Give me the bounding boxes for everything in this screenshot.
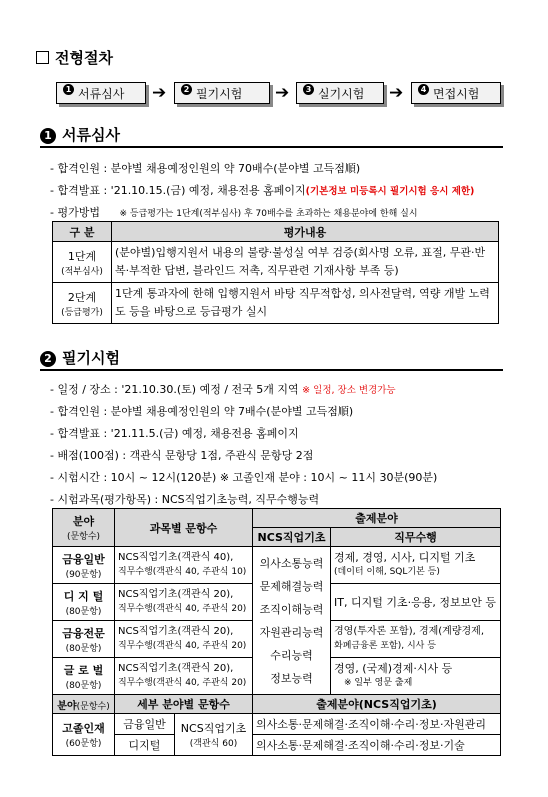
table-header: 평가내용 bbox=[112, 222, 499, 242]
field-name: 금융전문 bbox=[62, 626, 105, 640]
sec1-line-1: - 합격인원 : 분야별 채용예정인원의 약 70배수(분야별 고득점順) bbox=[50, 162, 361, 175]
sec2-line-5: - 시험시간 : 10시 ~ 12시(120분) ※ 고졸인재 분야 : 10시 ~ 11시 30분(90분) bbox=[50, 471, 438, 484]
table-header-field bbox=[53, 695, 115, 714]
step-2 bbox=[174, 82, 270, 104]
table-header-ncs: NCS직업기초 bbox=[253, 528, 331, 547]
step-label: 실기시험 bbox=[318, 87, 365, 101]
field-name: 금융일반 bbox=[62, 552, 105, 566]
number-1-icon: 1 bbox=[63, 84, 74, 95]
count-line-1: NCS직업기초(객관식 40), bbox=[118, 552, 234, 563]
table-cell-content: 1단계 통과자에 한해 입행지원서 바탕 직무적합성, 의사전달력, 역량 개발 노력도 등을 바탕으로 등급평가 실시 bbox=[112, 283, 499, 324]
sec2-line-1-text: - 일정 / 장소 : '21.10.30.(토) 예정 / 전국 5개 지역 bbox=[50, 383, 299, 396]
job-line-2: ※ 일부 영문 출제 bbox=[344, 678, 413, 688]
job-line-1: IT, 디지털 기초·응용, 정보보안 등 bbox=[334, 596, 496, 609]
section-1-heading bbox=[40, 124, 120, 145]
page-title-text: 전형절차 bbox=[55, 49, 113, 67]
sec2-line-3: - 합격발표 : '21.11.5.(금) 예정, 채용전용 홈페이지 bbox=[50, 427, 299, 440]
step-1 bbox=[56, 82, 146, 104]
table-cell-stage bbox=[53, 242, 112, 283]
section-2-heading bbox=[40, 347, 120, 368]
field-count: (90문항) bbox=[65, 569, 102, 580]
job-line-2: (데이터 이해, SQL기본 등) bbox=[334, 567, 440, 577]
header-text: 분야 bbox=[57, 700, 77, 712]
table-header-count: 과목별 문항수 bbox=[115, 509, 253, 547]
table-row bbox=[53, 547, 501, 584]
ncs-item: 조직이해능력 bbox=[259, 602, 324, 616]
sec1-line-2-text: - 합격발표 : '21.10.15.(금) 예정, 채용전용 홈페이지 bbox=[50, 184, 306, 197]
field-name: 고졸인재 bbox=[62, 722, 105, 735]
table-cell-content: (분야별)입행지원서 내용의 불량·불성실 여부 검증(회사명 오류, 표절, 무관·반복·부적한 답변, 블라인드 저촉, 직무관련 기재사항 부족 등) bbox=[112, 242, 499, 283]
ncs-item: 의사소통능력 bbox=[259, 556, 324, 570]
count-line-2: 직무수행(객관식 40, 주관식 20) bbox=[118, 678, 247, 688]
sec1-line-2 bbox=[50, 182, 474, 198]
sec2-line-6: - 시험과목(평가항목) : NCS직업기초능력, 직무수행능력 bbox=[50, 493, 320, 506]
field-cell bbox=[53, 658, 115, 695]
sec2-line-1-note: ※ 일정, 장소 변경가능 bbox=[302, 385, 396, 396]
field-cell bbox=[53, 584, 115, 621]
field-cell bbox=[53, 714, 115, 756]
ncs-item: 문제해결능력 bbox=[259, 579, 324, 593]
table-header-dist-ncs: 출제분야(NCS직업기초) bbox=[253, 695, 501, 714]
hs-ncs-sub: (객관식 60) bbox=[189, 739, 238, 749]
written-exam-table bbox=[52, 508, 501, 756]
header-text: 분야 bbox=[72, 515, 95, 528]
header-sub: (문항수) bbox=[66, 532, 101, 542]
table-row bbox=[53, 242, 499, 283]
section-1-title: 서류심사 bbox=[62, 126, 120, 144]
job-cell bbox=[331, 621, 501, 658]
step-4 bbox=[411, 82, 501, 104]
section-2-title: 필기시험 bbox=[62, 349, 120, 367]
sec2-line-2: - 합격인원 : 분야별 채용예정인원의 약 7배수(분야별 고득점順) bbox=[50, 405, 354, 418]
table-row bbox=[53, 735, 501, 756]
number-3-icon: 3 bbox=[303, 84, 314, 95]
count-line-2: 직무수행(객관식 40, 주관식 10) bbox=[118, 567, 247, 577]
arrow-right-icon: ➔ bbox=[275, 83, 290, 103]
sub-field-cell: 금융일반 bbox=[115, 714, 175, 735]
table-header-job: 직무수행 bbox=[331, 528, 501, 547]
table-row bbox=[53, 714, 501, 735]
job-line-1: 경영, (국제)경제·시사 등 bbox=[334, 662, 453, 675]
field-cell bbox=[53, 621, 115, 658]
field-count: (80문항) bbox=[65, 643, 102, 654]
step-3 bbox=[296, 82, 384, 104]
table-header: 구 분 bbox=[53, 222, 112, 242]
hs-ncs-cell bbox=[175, 714, 253, 756]
hs-ncs-label: NCS직업기초 bbox=[180, 722, 247, 735]
hs-dist-cell: 의사소통·문제해결·조직이해·수리·정보·기술 bbox=[253, 735, 501, 756]
count-line-1: NCS직업기초(객관식 20), bbox=[118, 626, 234, 637]
count-line-2: 직무수행(객관식 40, 주관식 20) bbox=[118, 641, 247, 651]
ncs-item: 정보능력 bbox=[270, 671, 313, 685]
number-2-icon: 2 bbox=[181, 84, 192, 95]
step-label: 면접시험 bbox=[433, 87, 480, 101]
table-header-field bbox=[53, 509, 115, 547]
header-sub: (문항수) bbox=[76, 701, 110, 712]
field-count: (60문항) bbox=[65, 739, 102, 749]
table-header-dist: 출제분야 bbox=[253, 509, 501, 528]
job-line-1: 경영(투자론 포함), 경제(계량경제, bbox=[334, 626, 484, 637]
count-cell bbox=[115, 547, 253, 584]
ncs-item: 수리능력 bbox=[270, 648, 313, 662]
ncs-item: 자원관리능력 bbox=[259, 625, 324, 639]
job-cell bbox=[331, 547, 501, 584]
count-cell bbox=[115, 658, 253, 695]
field-count: (80문항) bbox=[65, 606, 102, 617]
checkbox-square-icon bbox=[36, 51, 49, 64]
field-name: 디 지 털 bbox=[63, 589, 104, 603]
field-name: 글 로 벌 bbox=[63, 663, 104, 677]
sec1-line-3-text: - 평가방법 bbox=[50, 206, 100, 219]
sec2-line-1 bbox=[50, 381, 396, 397]
arrow-right-icon: ➔ bbox=[152, 83, 167, 103]
ncs-cell bbox=[253, 547, 331, 695]
sec1-line-3-note: ※ 등급평가는 1단계(적부심사) 후 70배수를 초과하는 채용분야에 한해 실시 bbox=[119, 209, 418, 219]
divider bbox=[40, 146, 503, 148]
job-cell bbox=[331, 658, 501, 695]
job-line-2: 화폐금융론 포함), 시사 등 bbox=[334, 641, 436, 651]
table-header-detail: 세부 분야별 문항수 bbox=[115, 695, 253, 714]
page-title bbox=[36, 47, 113, 68]
count-line-2: 직무수행(객관식 40, 주관식 20) bbox=[118, 604, 247, 614]
count-cell bbox=[115, 621, 253, 658]
count-line-1: NCS직업기초(객관식 20), bbox=[118, 663, 234, 674]
stage-sub: (적부심사) bbox=[61, 266, 103, 277]
stage-label: 1단계 bbox=[67, 249, 97, 263]
divider bbox=[40, 369, 503, 371]
sec1-line-2-warning: (기본정보 미등록시 필기시험 응시 제한) bbox=[305, 186, 475, 197]
job-line-1: 경제, 경영, 시사, 디지털 기초 bbox=[334, 551, 476, 564]
sec1-line-3 bbox=[50, 204, 418, 220]
stage-label: 2단계 bbox=[67, 290, 97, 304]
arrow-right-icon: ➔ bbox=[389, 83, 404, 103]
step-label: 서류심사 bbox=[78, 87, 125, 101]
sub-field-cell: 디지털 bbox=[115, 735, 175, 756]
number-2-icon: 2 bbox=[40, 351, 56, 367]
step-label: 필기시험 bbox=[196, 87, 243, 101]
table-row bbox=[53, 283, 499, 324]
number-1-icon: 1 bbox=[40, 128, 56, 144]
field-count: (80문항) bbox=[65, 680, 102, 691]
count-line-1: NCS직업기초(객관식 20), bbox=[118, 589, 234, 600]
field-cell bbox=[53, 547, 115, 584]
screening-table bbox=[52, 221, 499, 324]
sec2-line-4: - 배점(100점) : 객관식 문항당 1점, 주관식 문항당 2점 bbox=[50, 449, 314, 462]
count-cell bbox=[115, 584, 253, 621]
number-4-icon: 4 bbox=[418, 84, 429, 95]
hs-dist-cell: 의사소통·문제해결·조직이해·수리·정보·자원관리 bbox=[253, 714, 501, 735]
table-cell-stage bbox=[53, 283, 112, 324]
job-cell bbox=[331, 584, 501, 621]
stage-sub: (등급평가) bbox=[61, 307, 103, 318]
